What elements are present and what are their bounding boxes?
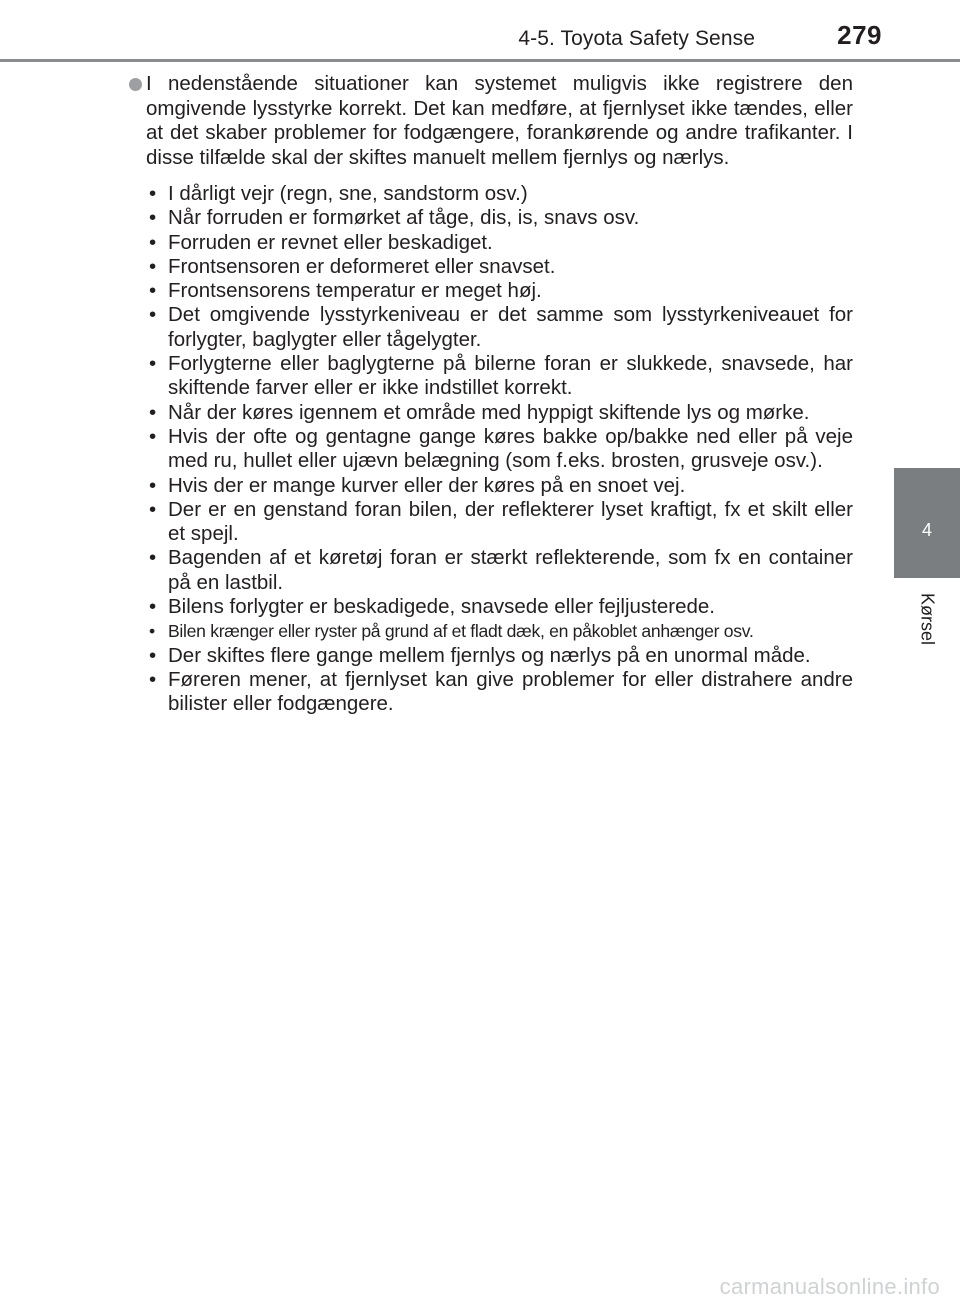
- list-item: [129, 619, 853, 643]
- list-item: [129, 279, 853, 303]
- bullet-icon: •: [149, 667, 157, 691]
- list-item: [129, 255, 853, 279]
- list-item: [129, 474, 853, 498]
- list-item-text: Forruden er revnet eller beskadiget.: [168, 230, 493, 254]
- list-item-text: Der er en genstand foran bilen, der reflekterer lyset kraftigt, fx et skilt eller et spejl.: [168, 497, 853, 546]
- list-item: [129, 231, 853, 255]
- circle-bullet-icon: [129, 78, 142, 91]
- list-item-text: I dårligt vejr (regn, sne, sandstorm osv.): [168, 182, 528, 205]
- list-item-text: Hvis der ofte og gentagne gange køres bakke op/bakke ned eller på veje med ru, hullet eller ujævn belægning (som f.eks. brosten, grusveje osv.).: [168, 424, 853, 473]
- list-item-text: Når forruden er formørket af tåge, dis, is, snavs osv.: [168, 206, 640, 230]
- intro-text: I nedenstående situationer kan systemet muligvis ikke registrere den omgivende lysstyrke korrekt. Det kan medføre, at fjernlyset ikke tændes, eller at det skaber problemer for fodgængere, forankørende og andre trafikanter. I disse tilfælde skal der skiftes manuelt mellem fjernlys og nærlys.: [146, 72, 853, 169]
- bullet-icon: •: [149, 352, 157, 376]
- bullet-icon: •: [149, 303, 157, 327]
- bullet-icon: •: [149, 279, 157, 303]
- list-item-text: Frontsensorens temperatur er meget høj.: [168, 279, 542, 303]
- header-divider: [0, 59, 960, 62]
- bullet-icon: •: [149, 643, 157, 667]
- list-item-text: Føreren mener, at fjernlyset kan give problemer for eller distrahere andre bilister eller fodgængere.: [168, 667, 853, 716]
- list-item: [129, 546, 853, 595]
- list-item: [129, 206, 853, 230]
- list-item: [129, 182, 853, 206]
- chapter-tab: [894, 468, 960, 578]
- bullet-icon: •: [149, 230, 157, 254]
- bullet-icon: •: [149, 497, 157, 521]
- bullet-icon: •: [149, 206, 157, 230]
- chapter-number: 4: [921, 520, 932, 540]
- list-item: [129, 595, 853, 619]
- list-item-text: Forlygterne eller baglygterne på bilerne foran er slukkede, snavsede, har skiftende farver eller er ikke indstillet korrekt.: [168, 352, 853, 400]
- list-item-text: Der skiftes flere gange mellem fjernlys og nærlys på en unormal måde.: [168, 643, 811, 667]
- list-item: [129, 668, 853, 717]
- list-item: [129, 303, 853, 352]
- page-header: [0, 0, 960, 60]
- bullet-icon: •: [149, 473, 157, 497]
- list-item: [129, 425, 853, 474]
- list-item-text: Frontsensoren er deformeret eller snavset.: [168, 254, 556, 278]
- watermark: carmanualsonline.info: [719, 1274, 940, 1299]
- chapter-label: [894, 584, 960, 654]
- list-item-text: Hvis der er mange kurver eller der køres på en snoet vej.: [168, 473, 686, 497]
- intro-paragraph: [129, 72, 853, 170]
- main-content: [129, 72, 853, 717]
- list-item-text: Bagenden af et køretøj foran er stærkt reflekterende, som fx en container på en lastbil.: [168, 546, 853, 594]
- list-item-text: Bilens forlygter er beskadigede, snavsede eller fejljusterede.: [168, 595, 715, 619]
- bullet-icon: •: [149, 254, 157, 278]
- list-item: [129, 644, 853, 668]
- bullet-icon: •: [149, 182, 157, 205]
- list-item-text: Bilen krænger eller ryster på grund af et fladt dæk, en påkoblet anhænger osv.: [168, 621, 754, 642]
- list-item: [129, 498, 853, 547]
- list-item-text: Når der køres igennem et område med hyppigt skiftende lys og mørke.: [168, 400, 810, 424]
- list-item: [129, 352, 853, 401]
- bullet-icon: •: [149, 595, 157, 619]
- bullet-icon: •: [149, 400, 157, 424]
- bullet-icon: •: [149, 546, 157, 570]
- page-number: 279: [837, 20, 882, 50]
- bullet-icon: •: [149, 621, 155, 642]
- bullet-icon: •: [149, 424, 157, 448]
- list-item: [129, 401, 853, 425]
- section-title: 4-5. Toyota Safety Sense: [518, 27, 755, 50]
- chapter-title: Kørsel: [917, 592, 938, 646]
- list-item-text: Det omgivende lysstyrkeniveau er det samme som lysstyrkeniveauet for forlygter, baglygter eller tågelygter.: [168, 303, 853, 351]
- condition-list: [129, 182, 853, 717]
